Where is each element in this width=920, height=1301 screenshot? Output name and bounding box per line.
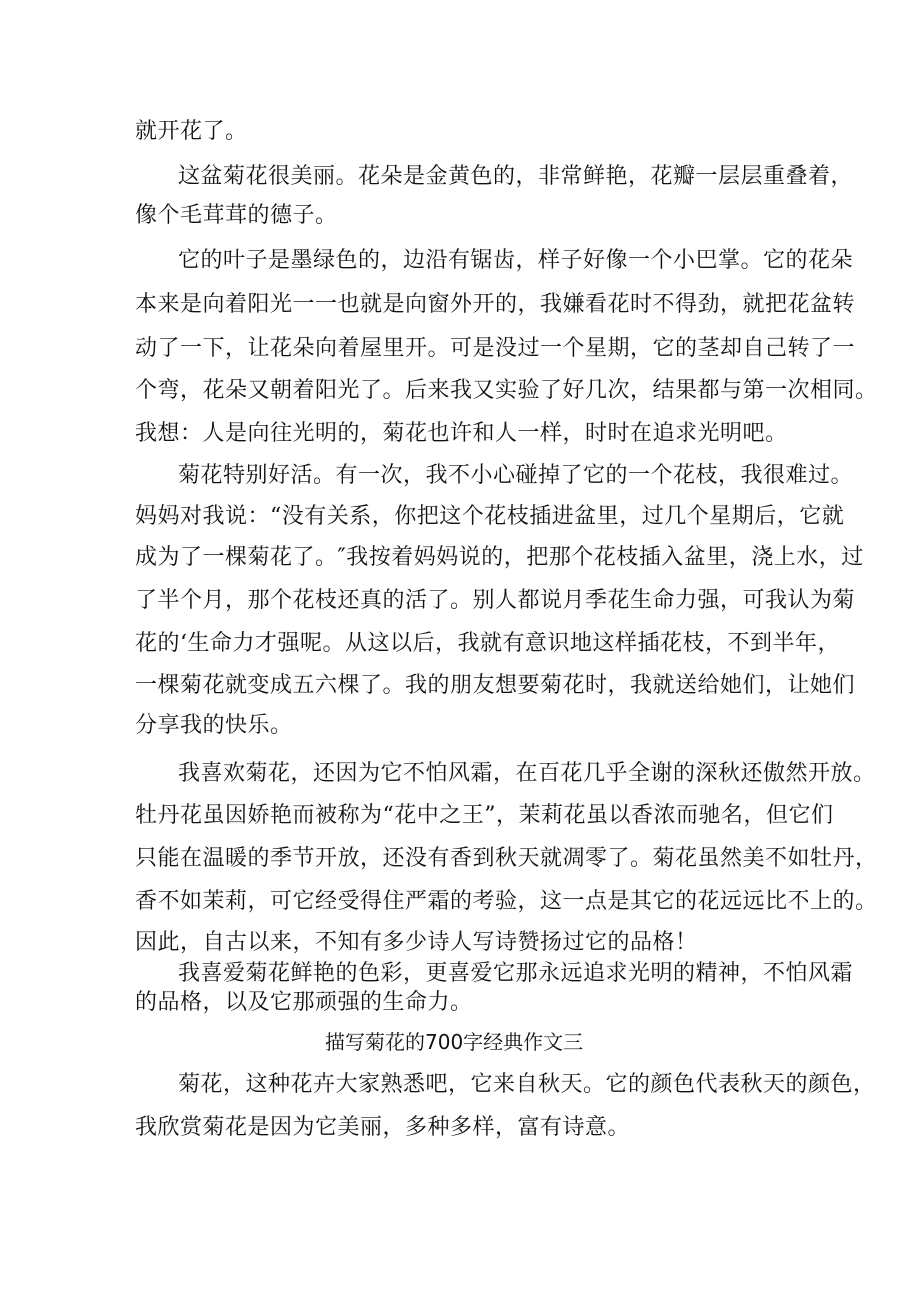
text-line: 了半个月，那个花枝还真的活了。别人都说月季花生命力强，可我认为菊 — [135, 588, 856, 613]
section-title: 描写菊花的700字经典作文三 — [325, 1030, 584, 1054]
text-line: 个弯，花朵又朝着阳光了。后来我又实验了好几次，结果都与第一次相同。 — [135, 378, 878, 403]
text-line: 牡丹花虽因娇艳而被称为“花中之王”，茉莉花虽以香浓而驰名，但它们 — [135, 803, 834, 828]
text-line: 成为了一棵菊花了。″我按着妈妈说的，把那个花枝插入盆里，浇上水，过 — [135, 545, 864, 570]
paragraph-first-line: 这盆菊花很美丽。花朵是金黄色的，非常鲜艳，花瓣一层层重叠着， — [178, 164, 854, 189]
paragraph-first-line: 菊花，这种花卉大家熟悉吧，它来自秋天。它的颜色代表秋天的颜色， — [178, 1072, 876, 1097]
text-line: 妈妈对我说：“没有关系，你把这个花枝插进盆里，过几个星期后，它就 — [135, 504, 845, 529]
paragraph-first-line: 我喜欢菊花，还因为它不怕风霜，在百花几乎全谢的深秋还傲然开放。 — [178, 761, 876, 786]
paragraph-first-line: 我喜爱菊花鲜艳的色彩，更喜爱它那永远追求光明的精神，不怕风霜 — [178, 961, 854, 986]
text-line: 像个毛茸茸的德子。 — [135, 203, 338, 228]
text-line: 我想：人是向往光明的，菊花也许和人一样，时时在追求光明吧。 — [135, 421, 788, 446]
paragraph-first-line: 菊花特别好活。有一次，我不小心碰掉了它的一个花枝，我很难过。 — [178, 463, 854, 488]
text-line: 花的‘生命力才强呢。从这以后，我就有意识地这样插花枝，不到半年， — [135, 631, 840, 656]
text-line: 分享我的快乐。 — [135, 713, 293, 738]
text-line: 本来是向着阳光一一也就是向窗外开的，我嫌看花时不得劲，就把花盆转 — [135, 292, 856, 317]
text-line: 的品格，以及它那顽强的生命力。 — [135, 990, 473, 1015]
text-line: 一棵菊花就变成五六棵了。我的朋友想要菊花时，我就送给她们，让她们 — [135, 673, 856, 698]
text-line: 香不如茉莉，可它经受得住严霜的考验，这一点是其它的花远远比不上的。 — [135, 889, 878, 914]
text-line: 动了一下，让花朵向着屋里开。可是没过一个星期，它的茎却自己转了一 — [135, 336, 856, 361]
text-line: 因此，自古以来，不知有多少诗人写诗赞扬过它的品格！ — [135, 930, 698, 955]
paragraph-first-line: 它的叶子是墨绿色的，边沿有锯齿，样子好像一个小巴掌。它的花朵 — [178, 248, 854, 273]
text-line: 我欣赏菊花是因为它美丽，多种多样，富有诗意。 — [135, 1115, 631, 1140]
text-line: 只能在温暖的季节开放，还没有香到秋天就凋零了。菊花虽然美不如牡丹， — [135, 846, 878, 871]
text-line: 就开花了。 — [135, 119, 248, 144]
